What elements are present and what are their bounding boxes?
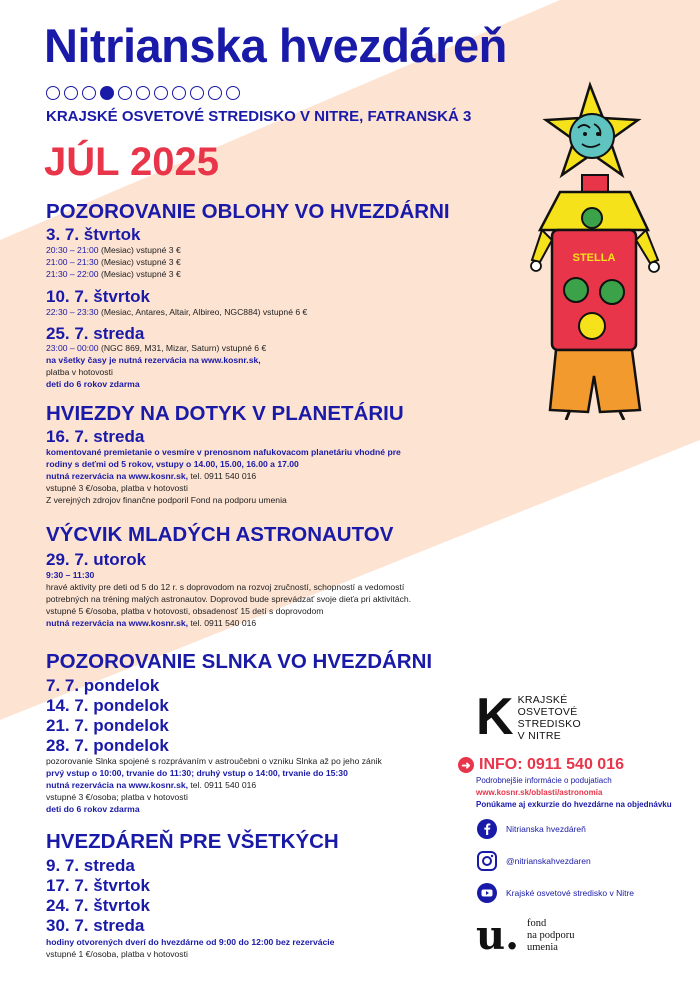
- youtube-icon: [476, 882, 498, 904]
- info-excursions: Ponúkame aj exkurzie do hvezdárne na objednávku: [476, 800, 672, 809]
- event-date: 21. 7. pondelok: [46, 716, 169, 735]
- dot: [208, 86, 222, 100]
- info-phone: ➜ INFO: 0911 540 016: [458, 756, 624, 774]
- dot-filled: [100, 86, 114, 100]
- kos-logo-letter: K: [476, 688, 514, 746]
- event-date: 25. 7. streda: [46, 324, 145, 343]
- event-date: 24. 7. štvrtok: [46, 896, 150, 915]
- section-title-sun-observation: POZOROVANIE SLNKA VO HVEZDÁRNI: [46, 650, 433, 673]
- event-date: 29. 7. utorok: [46, 550, 147, 569]
- event-date: 16. 7. streda: [46, 427, 145, 446]
- event-detail: 22:30 – 23:30 (Mesiac, Antares, Altair, Albireo, NGC884) vstupné 6 €: [46, 307, 308, 317]
- event-date: 17. 7. štvrtok: [46, 876, 150, 895]
- reservation-note: nutná rezervácia na www.kosnr.sk, tel. 0911 540 016: [46, 618, 257, 628]
- mascot-label: STELLA: [572, 252, 616, 264]
- payment-note: vstupné 3 €/osoba; platba v hotovosti: [46, 792, 188, 802]
- arrow-right-icon: ➜: [458, 757, 474, 773]
- event-description: pozorovanie Slnka spojené s rozprávaním v astroučebni o vzniku Slnka až po jeho zánik: [46, 756, 382, 766]
- instagram-icon: [476, 850, 498, 872]
- info-detail: Podrobnejšie informácie o podujatiach: [476, 776, 612, 785]
- fund-logo: [476, 912, 575, 959]
- event-description: potrebných na tréning malých astronautov. Doprovod bude sprevádzať svoje dieťa pri aktivitách.: [46, 594, 412, 604]
- payment-note: vstupné 5 €/osoba, platba v hotovosti, obsadenosť 15 detí s doprovodom: [46, 606, 324, 616]
- funding-note: Z verejných zdrojov finančne podporil Fond na podporu umenia: [46, 495, 287, 505]
- event-times: prvý vstup o 10:00, trvanie do 11:30; druhý vstup o 14:00, trvanie do 15:30: [46, 768, 348, 778]
- facebook-icon: [476, 818, 498, 840]
- dots-decoration: [46, 86, 240, 100]
- event-date: 3. 7. štvrtok: [46, 225, 141, 244]
- page-title: Nitrianska hvezdáreň: [44, 19, 507, 72]
- section-title-open-observatory: HVEZDÁREŇ PRE VŠETKÝCH: [46, 830, 339, 853]
- dot: [172, 86, 186, 100]
- dot: [46, 86, 60, 100]
- section-title-young-astronauts: VÝCVIK MLADÝCH ASTRONAUTOV: [46, 523, 394, 546]
- dot: [118, 86, 132, 100]
- month-heading: JÚL 2025: [44, 140, 219, 184]
- event-description: hodiny otvorených dverí do hvezdárne od 9:00 do 12:00 bez rezervácie: [46, 937, 335, 947]
- fund-logo-letter: u.: [476, 912, 520, 959]
- children-free-note: deti do 6 rokov zdarma: [46, 379, 140, 389]
- event-time: 9:30 – 11:30: [46, 570, 95, 580]
- dot: [82, 86, 96, 100]
- payment-note: vstupné 1 €/osoba, platba v hotovosti: [46, 949, 188, 959]
- kos-logo-text: KRAJSKÉ OSVETOVÉ STREDISKO V NITRE: [517, 694, 581, 743]
- event-detail: 21:30 – 22:00 (Mesiac) vstupné 3 €: [46, 269, 181, 279]
- event-description: rodiny s deťmi od 5 rokov, vstupy o 14.00, 15.00, 16.00 a 17.00: [46, 459, 299, 469]
- reservation-note: nutná rezervácia na www.kosnr.sk, tel. 0911 540 016: [46, 471, 257, 481]
- event-detail: 23:00 – 00:00 (NGC 869, M31, Mizar, Saturn) vstupné 6 €: [46, 343, 267, 353]
- event-date: 30. 7. streda: [46, 916, 145, 935]
- event-date: 28. 7. pondelok: [46, 736, 169, 755]
- event-date: 10. 7. štvrtok: [46, 287, 150, 306]
- dot: [154, 86, 168, 100]
- dot: [64, 86, 78, 100]
- dot: [190, 86, 204, 100]
- event-detail: 21:00 – 21:30 (Mesiac) vstupné 3 €: [46, 257, 181, 267]
- dot: [226, 86, 240, 100]
- youtube-link[interactable]: Krajské osvetové stredisko v Nitre: [476, 882, 634, 904]
- instagram-link[interactable]: @nitrianskahvezdaren: [476, 850, 591, 872]
- event-date: 14. 7. pondelok: [46, 696, 169, 715]
- event-detail: 20:30 – 21:00 (Mesiac) vstupné 3 €: [46, 245, 181, 255]
- section-title-sky-observation: POZOROVANIE OBLOHY VO HVEZDÁRNI: [46, 200, 450, 223]
- fund-logo-text: fond na podporu umenia: [527, 918, 575, 954]
- payment-note: vstupné 3 €/osoba, platba v hotovosti: [46, 483, 188, 493]
- facebook-link[interactable]: Nitrianska hvezdáreň: [476, 818, 586, 840]
- reservation-note: nutná rezervácia na www.kosnr.sk, tel. 0911 540 016: [46, 780, 257, 790]
- event-description: komentované premietanie o vesmíre v prenosnom nafukovacom planetáriu vhodné pre: [46, 447, 401, 457]
- event-date: 9. 7. streda: [46, 856, 135, 875]
- children-free-note: deti do 6 rokov zdarma: [46, 804, 140, 814]
- kos-logo: [476, 688, 581, 746]
- section-title-planetarium: HVIEZDY NA DOTYK V PLANETÁRIU: [46, 402, 404, 425]
- event-description: hravé aktivity pre deti od 5 do 12 r. s doprovodom na rozvoj zručností, schopností a vedomostí: [46, 582, 405, 592]
- payment-note: platba v hotovosti: [46, 367, 113, 377]
- dot: [136, 86, 150, 100]
- info-website-link[interactable]: www.kosnr.sk/oblasti/astronomia: [476, 788, 603, 797]
- event-date: 7. 7. pondelok: [46, 676, 160, 695]
- organizer-subtitle: KRAJSKÉ OSVETOVÉ STREDISKO V NITRE, FATRANSKÁ 3: [46, 108, 472, 125]
- reservation-note: na všetky časy je nutná rezervácia na www.kosnr.sk,: [46, 355, 261, 365]
- stella-mascot-illustration: [530, 80, 680, 420]
